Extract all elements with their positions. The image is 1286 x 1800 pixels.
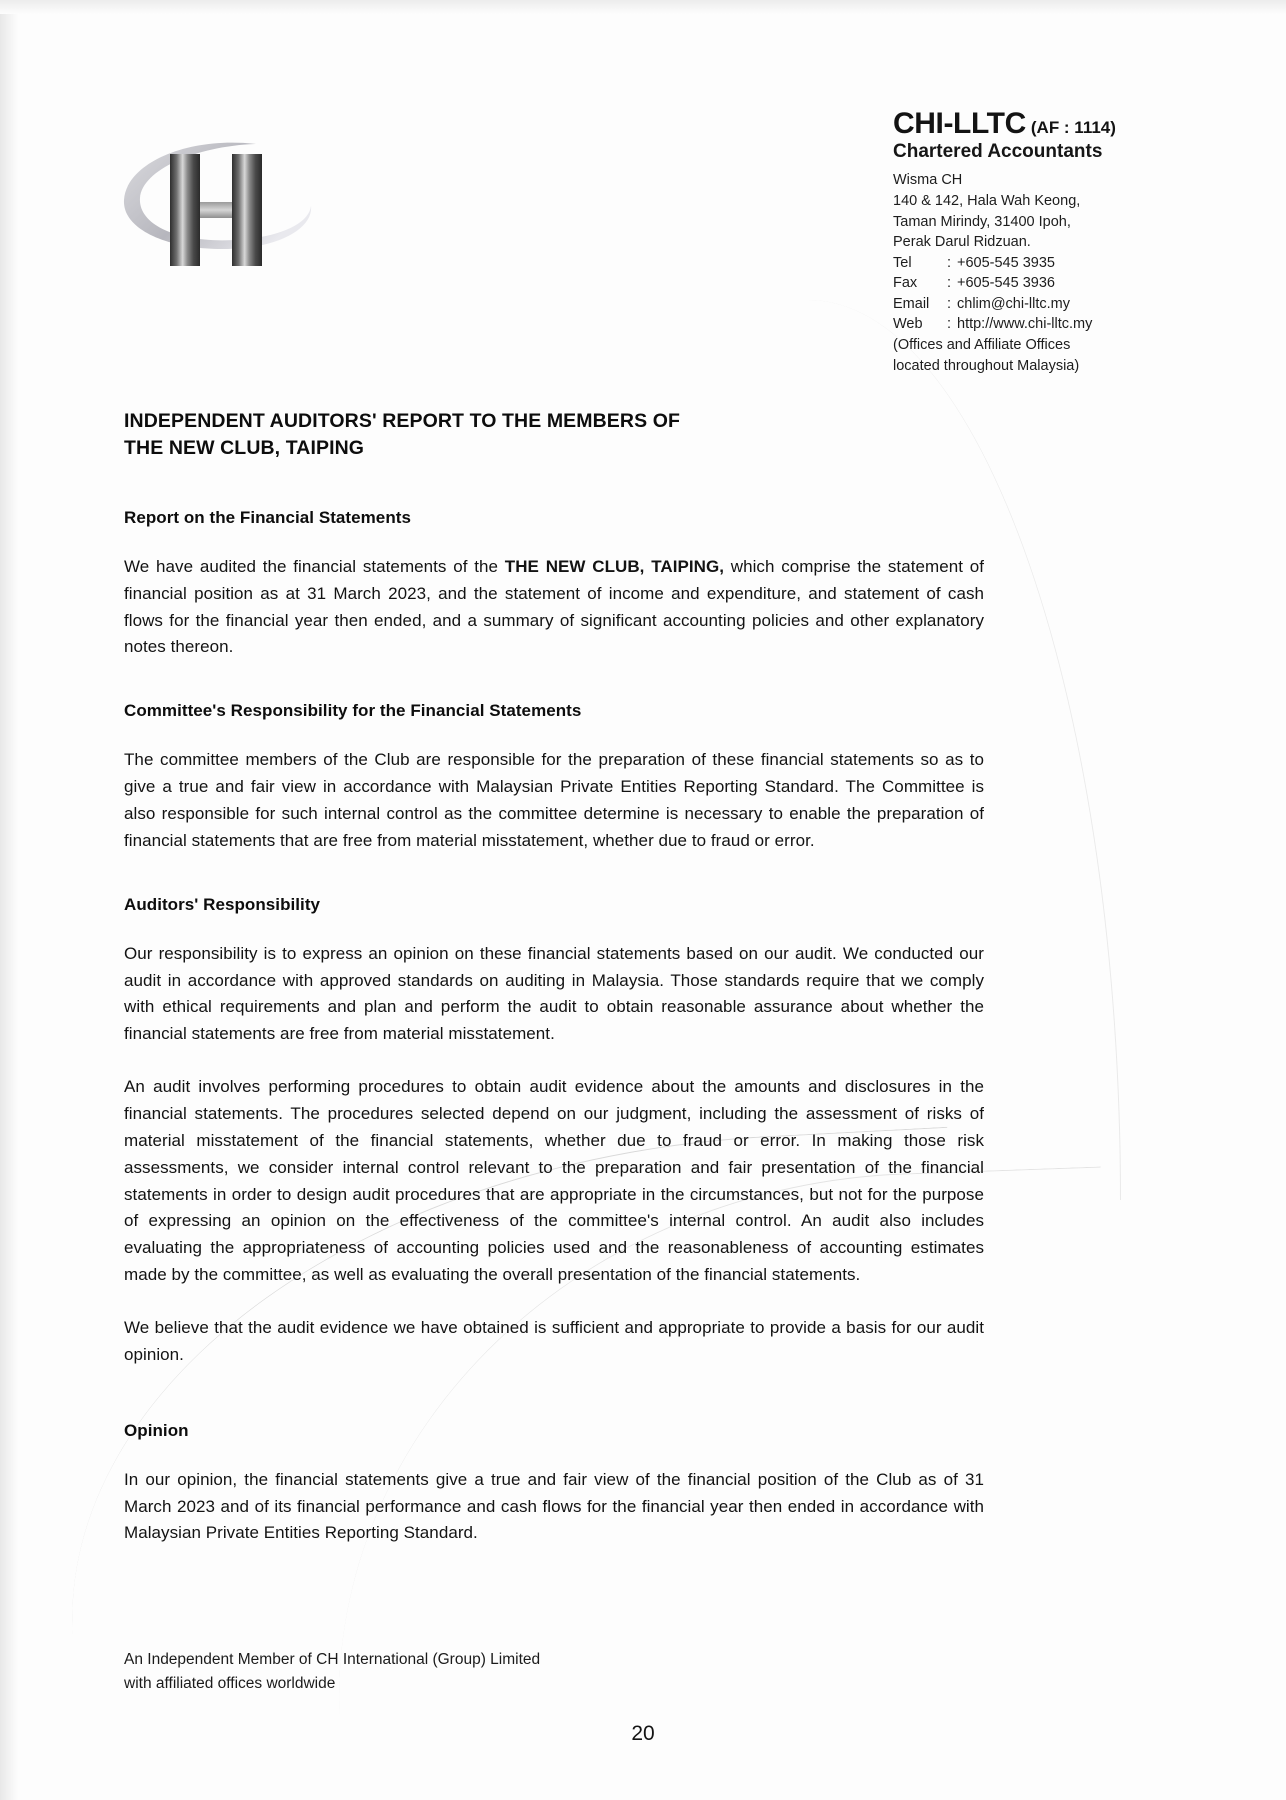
- paragraph-auditors-responsibility-2: An audit involves performing procedures to obtain audit evidence about the amounts and disclosures in the financial statements. The procedures selected depend on our judgment, including the assessment of risks of material misstatement of the financial statements, whether due to fraud or error. In making those risk assessments, we consider internal control relevant to the preparation and fair presentation of the financial statements in order to design audit procedures that are appropriate in the circumstances, but not for the purpose of expressing an opinion on the effectiveness of the committee's internal control. An audit also includes evaluating the appropriateness of accounting policies used and the reasonableness of accounting estimates made by the committee, as well as evaluating the overall presentation of the financial statements.: [124, 1077, 984, 1285]
- paragraph-auditors-responsibility-3: We believe that the audit evidence we have obtained is sufficient and appropriate to provide a basis for our audit opinion.: [124, 1318, 984, 1364]
- contact-row-tel: [893, 253, 1273, 274]
- paragraph-text-pre: We have audited the financial statements of the: [124, 556, 505, 576]
- section-auditors-responsibility: [124, 895, 984, 1369]
- ch-monogram-icon: [108, 118, 318, 278]
- report-body: [124, 408, 984, 1587]
- contact-label-fax: Fax: [893, 275, 918, 292]
- address-line: 140 & 142, Hala Wah Keong,: [893, 192, 1081, 209]
- contact-separator: :: [947, 295, 952, 312]
- contact-row-fax: [893, 273, 1273, 294]
- contact-separator: :: [947, 316, 952, 333]
- section-report-on-financial-statements: [124, 508, 984, 661]
- contact-label-web: Web: [893, 316, 923, 333]
- address-line: Perak Darul Ridzuan.: [893, 234, 1031, 251]
- address-line: Taman Mirindy, 31400 Ipoh,: [893, 213, 1071, 230]
- contact-row-web: [893, 314, 1273, 335]
- page-title-line-2: THE NEW CLUB, TAIPING: [124, 436, 365, 459]
- office-note-line: (Offices and Affiliate Offices: [893, 337, 1071, 354]
- contact-separator: :: [947, 275, 952, 292]
- heading-report-on-financial-statements: Report on the Financial Statements: [124, 507, 411, 527]
- office-note-line: located throughout Malaysia): [893, 357, 1080, 374]
- page-title-line-1: INDEPENDENT AUDITORS' REPORT TO THE MEMBERS OF: [124, 410, 680, 432]
- heading-committee-responsibility: Committee's Responsibility for the Financial Statements: [124, 701, 582, 721]
- page-number: 20: [631, 1722, 655, 1745]
- contact-value-tel: +605-545 3935: [957, 254, 1055, 271]
- heading-auditors-responsibility: Auditors' Responsibility: [124, 894, 321, 914]
- contact-row-email: [893, 294, 1273, 315]
- section-opinion: [124, 1421, 984, 1548]
- footer-membership-line-1: An Independent Member of CH International (Group) Limited: [124, 1651, 541, 1668]
- firm-registration: (AF : 1114): [1030, 118, 1116, 137]
- contact-value-email[interactable]: chlim@chi-lltc.my: [957, 295, 1070, 312]
- firm-details: [893, 108, 1273, 376]
- client-name-emphasis: THE NEW CLUB, TAIPING,: [504, 556, 725, 576]
- firm-name-row: [893, 108, 1273, 140]
- contact-value-fax: +605-545 3936: [957, 275, 1055, 292]
- letterhead: [0, 0, 1286, 374]
- paragraph-text-post: which comprise the statement of financial position as at 31 March 2023, and the statement of income and expenditure, and statement of cash flows for the financial year then ended, and a summary of significant accounting policies and other explanatory notes thereon.: [124, 556, 984, 657]
- firm-address-block: [893, 170, 1273, 376]
- firm-subtitle: Chartered Accountants: [893, 140, 1103, 162]
- page-title: [124, 408, 984, 462]
- paragraph-report-scope: [124, 554, 984, 661]
- contact-value-web[interactable]: http://www.chi-lltc.my: [957, 316, 1093, 333]
- section-committee-responsibility: [124, 701, 984, 854]
- paragraph-opinion: In our opinion, the financial statements give a true and fair view of the financial position of the Club as of 31 March 2023 and of its financial performance and cash flows for the financial year then ended in accordance with Malaysian Private Entities Reporting Standard.: [124, 1469, 984, 1543]
- paragraph-auditors-responsibility-1: Our responsibility is to express an opinion on these financial statements based on our audit. We conducted our audit in accordance with approved standards on auditing in Malaysia. Those standards require that we comply with ethical requirements and plan and perform the audit to obtain reasonable assurance about whether the financial statements are free from material misstatement.: [124, 943, 984, 1044]
- heading-opinion: Opinion: [124, 1420, 189, 1440]
- footer-membership-line-2: with affiliated offices worldwide: [124, 1674, 336, 1692]
- firm-name: CHI-LLTC: [893, 107, 1026, 140]
- contact-label-tel: Tel: [893, 254, 912, 271]
- address-line: Wisma CH: [893, 172, 963, 189]
- contact-separator: :: [947, 254, 952, 271]
- company-logo: [108, 118, 318, 278]
- contact-label-email: Email: [893, 295, 930, 312]
- paragraph-committee-responsibility: The committee members of the Club are responsible for the preparation of these financial statements so as to give a true and fair view in accordance with Malaysian Private Entities Reporting Standard. The Committee is also responsible for such internal control as the committee determine is necessary to enable the preparation of financial statements that are free from material misstatement, whether due to fraud or error.: [124, 750, 984, 850]
- page-footer: [124, 1648, 1024, 1695]
